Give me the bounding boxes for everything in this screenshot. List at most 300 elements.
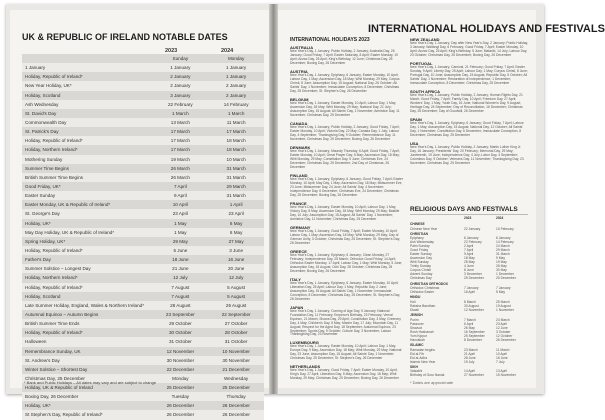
date-2023-cell: 22 February <box>464 240 482 245</box>
religion-heading: HINDU <box>410 295 421 300</box>
spacer <box>410 216 464 221</box>
date-2024-cell: 24 March <box>496 317 510 322</box>
date-2023-cell: 25 December <box>464 276 484 281</box>
table-row <box>22 127 264 136</box>
country-holidays-text: New Year's Day, 1 January; Easter Monday, 10 April; Labour Day, 1 May; Europe Day, 9 May; Ascension Day, 18 May; Whit Monday, 29 May; National Day, 23 June; Assumption Day, 15 August; All Saints' Day, 1 November; Christmas Day, 25 December; St. Stephen's Day, 26 December <box>290 344 402 360</box>
date-name-cell: Holiday, UK* <box>25 220 51 226</box>
page-title: UK & REPUBLIC OF IRELAND NOTABLE DATES <box>22 32 228 42</box>
date-2023-cell: 26 December <box>166 412 195 418</box>
table-row <box>22 182 264 191</box>
country-holidays-text: New Year's Day, 1 January; Public Holiday, 2 January; Human Rights Day, 21 March; Good Friday, 7 April; Family Day, 10 April; Freedom Day, 27 April; Workers' Day, 1 May; Youth Day, 16 June; National Women's Day, 9 August; Heritage Day, 24 September; Day of Reconciliation, 16 December; Christmas Day, 25 December; Day of Goodwill, 26 December <box>410 93 523 113</box>
date-2024-cell: 26 May <box>496 264 507 269</box>
page-title: INTERNATIONAL HOLIDAYS AND FESTIVALS <box>368 23 605 35</box>
date-name-cell: British Summer Time Ends <box>25 321 80 327</box>
date-2024-cell: 10 March <box>226 156 246 162</box>
date-2023-cell: 17 March <box>170 147 190 153</box>
festival-name-cell: Ash Wednesday <box>410 240 434 245</box>
country-heading: JAPAN <box>290 305 304 310</box>
festival-name-cell: Raksha Bandhan <box>410 304 436 308</box>
date-2024-cell: 13 April <box>496 369 507 374</box>
festival-name-cell: Purim <box>410 317 419 322</box>
date-2023-cell: 2 January <box>170 83 191 89</box>
table-row <box>22 118 264 127</box>
date-2023-cell: 23 September <box>165 311 195 317</box>
date-name-cell: Boxing Day, 26 December <box>25 394 79 400</box>
date-2024-cell: 1 January <box>226 65 247 71</box>
date-2023-cell: 3 January <box>170 92 191 98</box>
date-name-cell: St. David's Day <box>25 110 57 116</box>
date-name-cell: New Year Holiday, UK* <box>25 83 72 89</box>
table-row <box>22 100 264 109</box>
table-row <box>22 136 264 145</box>
festival-name-cell: Christmas Day <box>410 276 432 281</box>
left-page <box>10 10 269 418</box>
date-2023-cell: 18 June <box>172 257 189 263</box>
date-name-cell: British Summer Time Begins <box>25 174 83 180</box>
date-2024-cell: 18 March <box>226 138 246 144</box>
country-holidays-text: New Year's Day, 1 January; Epiphany, 6 January; Good Friday, 7 April; Easter Monday, 10 April; May Day, 1 May; Ascension Day, 18 May; Midsummer Eve, 23 June; Midsummer Day, 24 June; All Saints' Day, 4 November; Independence Day, 6 December; Christmas Eve, 24 December; Christmas Day, 25 December; Boxing Day, 26 December <box>290 177 403 197</box>
footnote: * Dates are approximate <box>410 380 454 385</box>
date-name-cell: Holiday, Republic of Ireland* <box>25 330 83 336</box>
festival-name-cell: Yom Kippur <box>410 333 427 338</box>
date-2023-cell: 23 April <box>172 211 189 217</box>
table-row <box>22 264 264 273</box>
date-name-cell: Spring Holiday, UK* <box>25 238 66 244</box>
table-row <box>410 373 528 377</box>
country-heading: FRANCE <box>290 201 307 206</box>
date-2023-cell: 23 March <box>464 347 478 352</box>
date-2024-cell: 28 October <box>224 330 248 336</box>
table-row <box>22 356 264 365</box>
date-2023-cell: 29 October <box>168 321 192 327</box>
date-name-cell: Holiday, Republic of Ireland* <box>25 247 83 253</box>
festival-name-cell: Vaisakhi <box>410 369 423 374</box>
date-2023-cell: 26 May <box>464 325 475 330</box>
festival-name-cell: Chinese New Year <box>410 226 438 231</box>
country-holidays-text: New Year's Day, 1 January; Epiphany, 6 January; Good Friday, 7 April; Labour Day, 1 May; Assumption Day, 15 August; National Day, 12 October; All Saints' Day, 1 November; Constitution Day, 6 December; Immaculate Conception, 8 December; Christmas Day, 25 December <box>410 121 524 137</box>
date-2024-cell: 29 March <box>496 248 510 253</box>
table-row <box>22 228 264 237</box>
festival-name-cell: Passover <box>410 321 424 326</box>
date-2023-cell: 7 August <box>171 293 190 299</box>
religion-heading: SIKH <box>410 364 418 369</box>
date-2024-cell: 29 March <box>226 183 246 189</box>
date-name-cell: Holiday, UK & Republic of Ireland <box>25 385 93 391</box>
date-name-cell: Holiday, UK* <box>25 403 51 409</box>
date-2023-cell: 19 July <box>464 359 475 364</box>
religious-heading: RELIGIOUS DAYS AND FESTIVALS <box>410 206 518 213</box>
date-2024-cell: 1 January <box>226 74 247 80</box>
date-2023-cell: 16 April <box>464 290 475 295</box>
date-2024-cell: 5 May <box>496 290 505 295</box>
date-name-cell: May Day Holiday, UK & Republic of Ireland* <box>25 229 115 235</box>
date-2024-cell: 25 March <box>496 300 510 304</box>
date-2023-cell: 22 January <box>464 226 481 231</box>
table-row <box>22 145 264 154</box>
table-row <box>22 81 264 90</box>
festival-name-cell: Rosh Hashanah <box>410 329 434 334</box>
date-2023-cell: 1 March <box>172 110 189 116</box>
date-2023-cell: Monday <box>172 375 189 381</box>
table-row <box>22 246 264 255</box>
date-2024-cell: 23 April <box>228 211 244 217</box>
date-2024-cell: 24 March <box>496 244 510 249</box>
date-2024-cell: 7 January <box>496 286 511 291</box>
date-2024-cell: 10 February <box>496 226 514 231</box>
date-2024-cell: 31 October <box>224 339 248 345</box>
divider <box>410 214 528 215</box>
religion-heading: CHINESE <box>410 222 425 226</box>
date-2023-cell: 2 January <box>170 74 191 80</box>
date-name-cell <box>22 54 152 63</box>
date-2023-cell: 26 December <box>166 403 195 409</box>
table-row <box>22 283 264 292</box>
country-holidays-text: New Year's Day, 1 January; Public Holiday, 2 January; Australia Day, 26 January; Good Friday, 7 April; Easter Saturday, 8 April; Easter Monday, 10 April; Anzac Day, 25 April; King's Birthday, 12 June; Christmas Day, 25 December; Boxing Day, 26 December <box>290 49 398 65</box>
country-heading: SOUTH AFRICA <box>410 89 441 94</box>
festival-name-cell: Eid al-Adha <box>410 355 428 360</box>
date-name-cell: Halloween <box>25 339 47 345</box>
date-name-cell: Summer Solstice – Longest Day <box>25 266 91 272</box>
country-holidays-text: New Year's Day, 1 January; Epiphany, 6 January; Clean Monday, 27 February; Independence Day, 25 March; Orthodox Good Friday, 14 April; Orthodox Easter Monday, 17 April; Labour Day, 1 May; Whit Monday, 5 June; Assumption Day, 15 August; Ochi Day, 28 October; Christmas Day, 25 December; Boxing Day, 26 December <box>290 253 403 273</box>
festival-name-cell: Orthodox Christmas <box>410 286 440 291</box>
religion-heading: JEWISH <box>410 313 423 318</box>
date-2024-cell: 19 August <box>496 304 511 308</box>
date-2023-cell: 22 December <box>166 366 195 372</box>
festival-name-cell: Orthodox Easter <box>410 290 435 295</box>
table-row <box>22 200 264 209</box>
festival-name-cell: Holi <box>410 300 416 304</box>
festival-name-cell: Diwali <box>410 308 419 312</box>
festival-name-cell: Ramadan begins <box>410 347 435 352</box>
table-row <box>22 410 264 419</box>
table-row <box>410 360 528 364</box>
festival-name-cell: Advent Sunday <box>410 272 433 277</box>
date-2023-cell: 28 June <box>464 355 476 360</box>
date-2023-cell: 10 April <box>172 202 189 208</box>
date-name-cell: Christmas Day, 25 December <box>25 375 85 381</box>
date-name-cell: 1 January <box>25 65 46 71</box>
date-2023-cell: 17 March <box>170 129 190 135</box>
festival-name-cell: Easter Sunday <box>410 252 432 257</box>
date-2024-cell: 11 March <box>226 119 246 125</box>
date-2024-cell: Wednesday <box>224 375 249 381</box>
country-holidays-text: New Year's Day, 1 January; Epiphany, 6 January; Easter Monday, 10 April; Liberation Day, 25 April; Labour Day, 1 May; Republic Day, 2 June; Assumption Day, 15 August; All Saints' Day, 1 November; Immaculate Conception, 8 December; Christmas Day, 25 December; St. Stephen's Day, 26 December <box>290 281 401 301</box>
date-name-cell: Ash Wednesday <box>25 101 59 107</box>
date-2023-cell: 18 May <box>464 256 475 261</box>
date-2023-cell: 12 November <box>166 348 195 354</box>
date-name-cell: Autumnal Equinox – Autumn Begins <box>25 311 99 317</box>
date-2023-cell: 14 April <box>464 369 475 374</box>
table-row <box>22 310 264 319</box>
festival-name-cell: Hanukkah <box>410 337 425 342</box>
date-2023-cell: 30 November <box>166 357 195 363</box>
date-2023-cell: 1 January <box>170 65 191 71</box>
date-2024-cell: 2 January <box>226 83 247 89</box>
column-header-2023: 2023 <box>464 216 472 220</box>
religion-heading: CHRISTIAN ORTHODOX <box>410 281 448 286</box>
date-name-cell: Holiday, Republic of Ireland* <box>25 74 83 80</box>
date-2023-cell: 25 December <box>166 385 195 391</box>
date-2024-cell: 6 May <box>229 220 243 226</box>
date-2024-cell: 31 March <box>226 193 246 199</box>
festival-name-cell: Epiphany <box>410 236 424 241</box>
date-2024-cell: 12 June <box>496 325 508 330</box>
date-2024-cell: 19 May <box>496 260 507 265</box>
festival-name-cell: Good Friday <box>410 248 429 253</box>
table-row <box>410 338 528 342</box>
date-2023-cell: 6 April <box>464 321 474 326</box>
date-2023-cell: 1 May <box>174 220 187 226</box>
date-2023-cell: 7 April <box>464 248 474 253</box>
date-name-cell: Summer Time Begins <box>25 165 69 171</box>
table-row <box>22 173 264 182</box>
open-diary-spread <box>6 4 605 418</box>
festival-name-cell: Eid al-Fitr <box>410 351 425 356</box>
festival-name-cell: Whit Sunday <box>410 260 429 265</box>
table-row <box>22 301 264 310</box>
country-heading: PORTUGAL <box>410 61 433 66</box>
festival-name-cell: Corpus Christi <box>410 268 431 273</box>
date-name-cell: Father's Day <box>25 257 51 263</box>
date-2024-cell: 30 November <box>222 357 250 363</box>
date-2023-cell: 8 June <box>464 268 474 273</box>
country-holidays-text: New Year's Day, 1 January; Epiphany, 6 January; Easter Monday, 10 April; Labour Day, 1 May; Ascension Day, 18 May; Whit Monday, 29 May; Corpus Christi, 8 June; Assumption Day, 15 August; National Day, 26 October; All Saints' Day, 1 November; Immaculate Conception, 8 December; Christmas Day, 25 December; St. Stephen's Day, 26 December <box>290 73 400 93</box>
country-heading: LUXEMBOURG <box>290 340 319 345</box>
date-2023-cell: 8 December <box>464 337 482 342</box>
international-holidays-heading: INTERNATIONAL HOLIDAYS 2023 <box>290 37 370 43</box>
date-2024-cell: 14 February <box>496 240 514 245</box>
date-2023-cell: 4 June <box>464 264 474 269</box>
date-2023-cell: 28 May <box>464 260 475 265</box>
country-heading: CANADA <box>290 121 308 126</box>
table-row <box>22 164 264 173</box>
date-2023-cell: 30 October <box>168 330 192 336</box>
date-2023-cell: 30 August <box>464 304 479 308</box>
date-2024-cell: 17 March <box>226 129 246 135</box>
country-heading: GREECE <box>290 249 307 254</box>
date-name-cell: Easter Monday, UK & Republic of Ireland* <box>25 202 111 208</box>
right-page <box>278 10 605 388</box>
date-2024-cell: 23 April <box>496 321 507 326</box>
date-name-cell: Easter Sunday <box>25 193 56 199</box>
religious-column-headers <box>410 216 528 221</box>
date-2023-cell: 19 March <box>170 156 190 162</box>
date-2023-cell: 29 May <box>172 238 188 244</box>
date-2024-cell: Monday <box>227 56 245 61</box>
table-row <box>22 109 264 118</box>
date-name-cell: Holiday, Northern Ireland* <box>25 147 78 153</box>
date-2024-cell: 5 August <box>227 293 246 299</box>
table-row <box>22 63 264 72</box>
date-2024-cell: 12 July <box>228 275 244 281</box>
table-row <box>22 255 264 264</box>
table-row <box>22 155 264 164</box>
date-name-cell: Mothering Sunday <box>25 156 63 162</box>
table-row <box>22 328 264 337</box>
table-row <box>410 308 528 312</box>
country-holidays-text: New Year's Day, 1 January; Easter Monday, 10 April; Labour Day, 1 May; Ascension Day, 18 May; Whit Monday, 29 May; National Day, 21 July; Assumption Day, 15 August; All Saints' Day, 1 November; Armistice Day, 11 November; Christmas Day, 25 December <box>290 101 400 117</box>
table-row <box>22 191 264 200</box>
date-2023-cell: 28 August <box>170 302 191 308</box>
date-name-cell: Commonwealth Day <box>25 119 67 125</box>
date-2024-cell: 26 August <box>225 302 247 308</box>
date-2023-cell: 26 March <box>170 165 190 171</box>
date-2024-cell: 16 June <box>227 257 245 263</box>
table-row <box>410 276 528 280</box>
date-2024-cell: 1 March <box>227 110 245 116</box>
country-heading: BELGIUM <box>290 97 309 102</box>
date-name-cell: Good Friday, UK* <box>25 183 61 189</box>
date-2024-cell: 20 June <box>227 266 245 272</box>
date-2024-cell: 14 February <box>223 101 249 107</box>
date-2023-cell: 9 April <box>464 252 474 257</box>
date-2023-cell: 1 May <box>174 229 187 235</box>
country-heading: NEW ZEALAND <box>410 37 440 42</box>
table-row <box>22 401 264 410</box>
date-2024-cell: 26 December <box>222 403 250 409</box>
date-2024-cell: 25 December <box>222 385 250 391</box>
country-heading: SPAIN <box>410 117 422 122</box>
date-name-cell: Late Summer Holiday, England, Wales & Northern Ireland* <box>25 302 144 308</box>
date-2023-cell: 17 March <box>170 138 190 144</box>
date-2023-cell: Tuesday <box>171 394 190 400</box>
date-2024-cell: 1 April <box>229 202 243 208</box>
date-name-cell: Holiday, Republic of Ireland* <box>25 284 83 290</box>
date-2023-cell: 26 March <box>170 174 190 180</box>
date-2023-cell: 13 March <box>170 119 190 125</box>
table-row <box>22 273 264 282</box>
country-heading: DENMARK <box>290 145 311 150</box>
date-2024-cell: 21 December <box>222 366 250 372</box>
date-name-cell: Remembrance Sunday, UK <box>25 348 81 354</box>
date-2023-cell: 8 March <box>464 300 476 304</box>
table-row <box>22 365 264 374</box>
date-2024-cell: 31 March <box>226 165 246 171</box>
country-heading: FINLAND <box>290 173 308 178</box>
table-row <box>22 219 264 228</box>
date-2024-cell: 9 May <box>496 256 505 261</box>
table-row <box>410 227 528 231</box>
date-2024-cell: 10 November <box>222 348 250 354</box>
date-2024-cell: 3 June <box>229 247 244 253</box>
date-2023-cell: 12 July <box>173 275 188 281</box>
notable-dates-table <box>22 54 264 420</box>
date-2024-cell: 6 May <box>229 229 243 235</box>
religion-heading: CHRISTIAN <box>410 231 428 236</box>
date-2023-cell: 21 April <box>464 351 475 356</box>
date-2024-cell: 31 March <box>496 252 510 257</box>
date-2023-cell: 2 April <box>464 244 474 249</box>
footnote: * Bank and Public Holidays – All dates may vary and are subject to change <box>24 380 157 385</box>
date-2023-cell: 3 December <box>464 272 482 277</box>
country-heading: AUSTRIA <box>290 69 308 74</box>
date-2024-cell: 5 August <box>227 284 246 290</box>
date-2023-cell: 7 March <box>464 317 476 322</box>
date-2024-cell: 3 October <box>496 329 511 334</box>
festival-name-cell: Islamic New Year <box>410 359 436 364</box>
date-2023-cell: 5 June <box>173 247 188 253</box>
column-header-2023: 2023 <box>165 48 178 54</box>
date-2023-cell: 6 January <box>464 236 479 241</box>
date-2023-cell: 27 November <box>464 373 484 378</box>
date-name-cell: Winter Solstice – Shortest Day <box>25 366 88 372</box>
table-row <box>22 91 264 100</box>
country-holidays-text: New Year's Day, 1 January; Public Holiday, 2 January; Good Friday, 7 April; Easter Monday, 10 April; Victoria Day, 22 May; Canada Day, 1 July; Labour Day, 4 September; Thanksgiving Day, 9 October; Remembrance Day, 11 November; Christmas Day, 25 December; Boxing Day, 26 December <box>290 125 400 141</box>
country-holidays-text: New Year's Day, 1 January; Carnival, 21 February; Good Friday, 7 April; Easter Sunday, 9 April; Liberty Day, 25 April; Labour Day, 1 May; Corpus Christi, 8 June; Portugal Day, 10 June; Assumption Day, 15 August; Republic Day, 5 October; All Saints' Day, 1 November; Restoration of Independence, 1 December; Immaculate Conception, 8 December; Christmas Day, 25 December <box>410 65 528 85</box>
table-row <box>22 392 264 401</box>
date-2023-cell: 7 April <box>173 183 187 189</box>
date-name-cell: St Stephen's Day, Republic of Ireland* <box>25 412 103 418</box>
table-row <box>410 290 528 294</box>
date-2024-cell: 27 May <box>228 238 244 244</box>
religion-heading: ISLAMIC <box>410 343 424 347</box>
date-2023-cell: 9 April <box>173 193 187 199</box>
table-row <box>22 237 264 246</box>
date-2024-cell: 27 October <box>224 321 248 327</box>
country-heading: ITALY <box>290 277 301 282</box>
table-row <box>22 209 264 218</box>
date-2024-cell: 22 September <box>221 311 251 317</box>
date-2024-cell: 30 May <box>496 268 507 273</box>
date-2024-cell: 11 March <box>496 347 510 352</box>
date-2023-cell: 25 September <box>464 333 485 338</box>
date-2024-cell: 1 December <box>496 272 514 277</box>
table-row <box>22 347 264 356</box>
country-holidays-text: New Year's Day, 1 January; Day after New Year's Day, 2 January; Public Holiday, 3 January; Waitangi Day, 6 February; Good Friday, 7 April; Easter Monday, 10 April; Anzac Day, 25 April; King's Birthday, 5 June; Matariki, 14 July; Labour Day, 23 October; Christmas Day, 25 December; Boxing Day, 26 December <box>410 41 528 57</box>
date-2024-cell: 31 March <box>226 174 246 180</box>
date-name-cell: St. Andrew's Day <box>25 357 60 363</box>
festival-name-cell: Birthday of Guru Nanak <box>410 373 445 378</box>
date-name-cell: Holiday, Republic of Ireland* <box>25 138 83 144</box>
country-holidays-text: New Year's Day, 1 January; Good Friday, 7 April; Easter Monday, 10 April; Labour Day, 1 May; Ascension Day, 18 May; Whit Monday, 29 May; Day of German Unity, 3 October; Christmas Day, 25 December; St. Stephen's Day, 26 December <box>290 229 401 245</box>
date-2023-cell: 21 June <box>172 266 189 272</box>
date-name-cell: St. George's Day <box>25 211 60 217</box>
table-row <box>22 54 264 63</box>
date-2023-cell: 7 January <box>464 286 479 291</box>
country-heading: GERMANY <box>290 225 311 230</box>
date-name-cell: Holiday, Northern Ireland* <box>25 275 78 281</box>
date-2023-cell: 16 September <box>464 329 485 334</box>
festival-name-cell: Ascension Day <box>410 256 432 261</box>
date-2024-cell: 7 July <box>496 359 505 364</box>
table-row <box>22 292 264 301</box>
date-name-cell: Holiday, Scotland <box>25 293 61 299</box>
date-2023-cell: 31 October <box>168 339 192 345</box>
date-2024-cell: 25 December <box>496 276 516 281</box>
date-2024-cell: 15 November <box>496 373 516 378</box>
country-holidays-text: New Year's Day, 1 January; Good Friday, 7 April; Easter Monday, 10 April; King's Day, 27 April; Liberation Day, 5 May; Ascension Day, 18 May; Whit Monday, 29 May; Christmas Day, 25 December; Boxing Day, 26 December <box>290 368 400 380</box>
date-2024-cell: 26 December <box>222 412 250 418</box>
date-name-cell: Holiday, Scotland <box>25 92 61 98</box>
country-heading: AUSTRALIA <box>290 45 314 50</box>
date-2024-cell: Thursday <box>226 394 246 400</box>
date-2024-cell: 10 April <box>496 351 507 356</box>
date-2024-cell: 16 June <box>496 355 508 360</box>
book-gutter <box>269 4 278 394</box>
table-row <box>22 319 264 328</box>
festival-name-cell: Trinity Sunday <box>410 264 431 269</box>
date-2023-cell: Sunday <box>172 56 189 61</box>
festival-name-cell: Shavuot <box>410 325 423 330</box>
column-header-2024: 2024 <box>496 216 504 220</box>
date-2023-cell: 12 November <box>464 308 484 312</box>
country-holidays-text: New Year's Day, 1 January; Easter Monday, 10 April; Labour Day, 1 May; Victory Day, 8 May; Ascension Day, 18 May; Whit Monday, 29 May; Bastille Day, 14 July; Assumption Day, 15 August; All Saints' Day, 1 November; Armistice Day, 11 November; Christmas Day, 25 December <box>290 205 400 221</box>
table-row <box>22 337 264 346</box>
column-header-2024: 2024 <box>221 48 234 54</box>
date-2024-cell: 26 December <box>496 337 516 342</box>
date-2023-cell: 7 August <box>171 284 190 290</box>
date-2024-cell: 6 January <box>496 236 511 241</box>
